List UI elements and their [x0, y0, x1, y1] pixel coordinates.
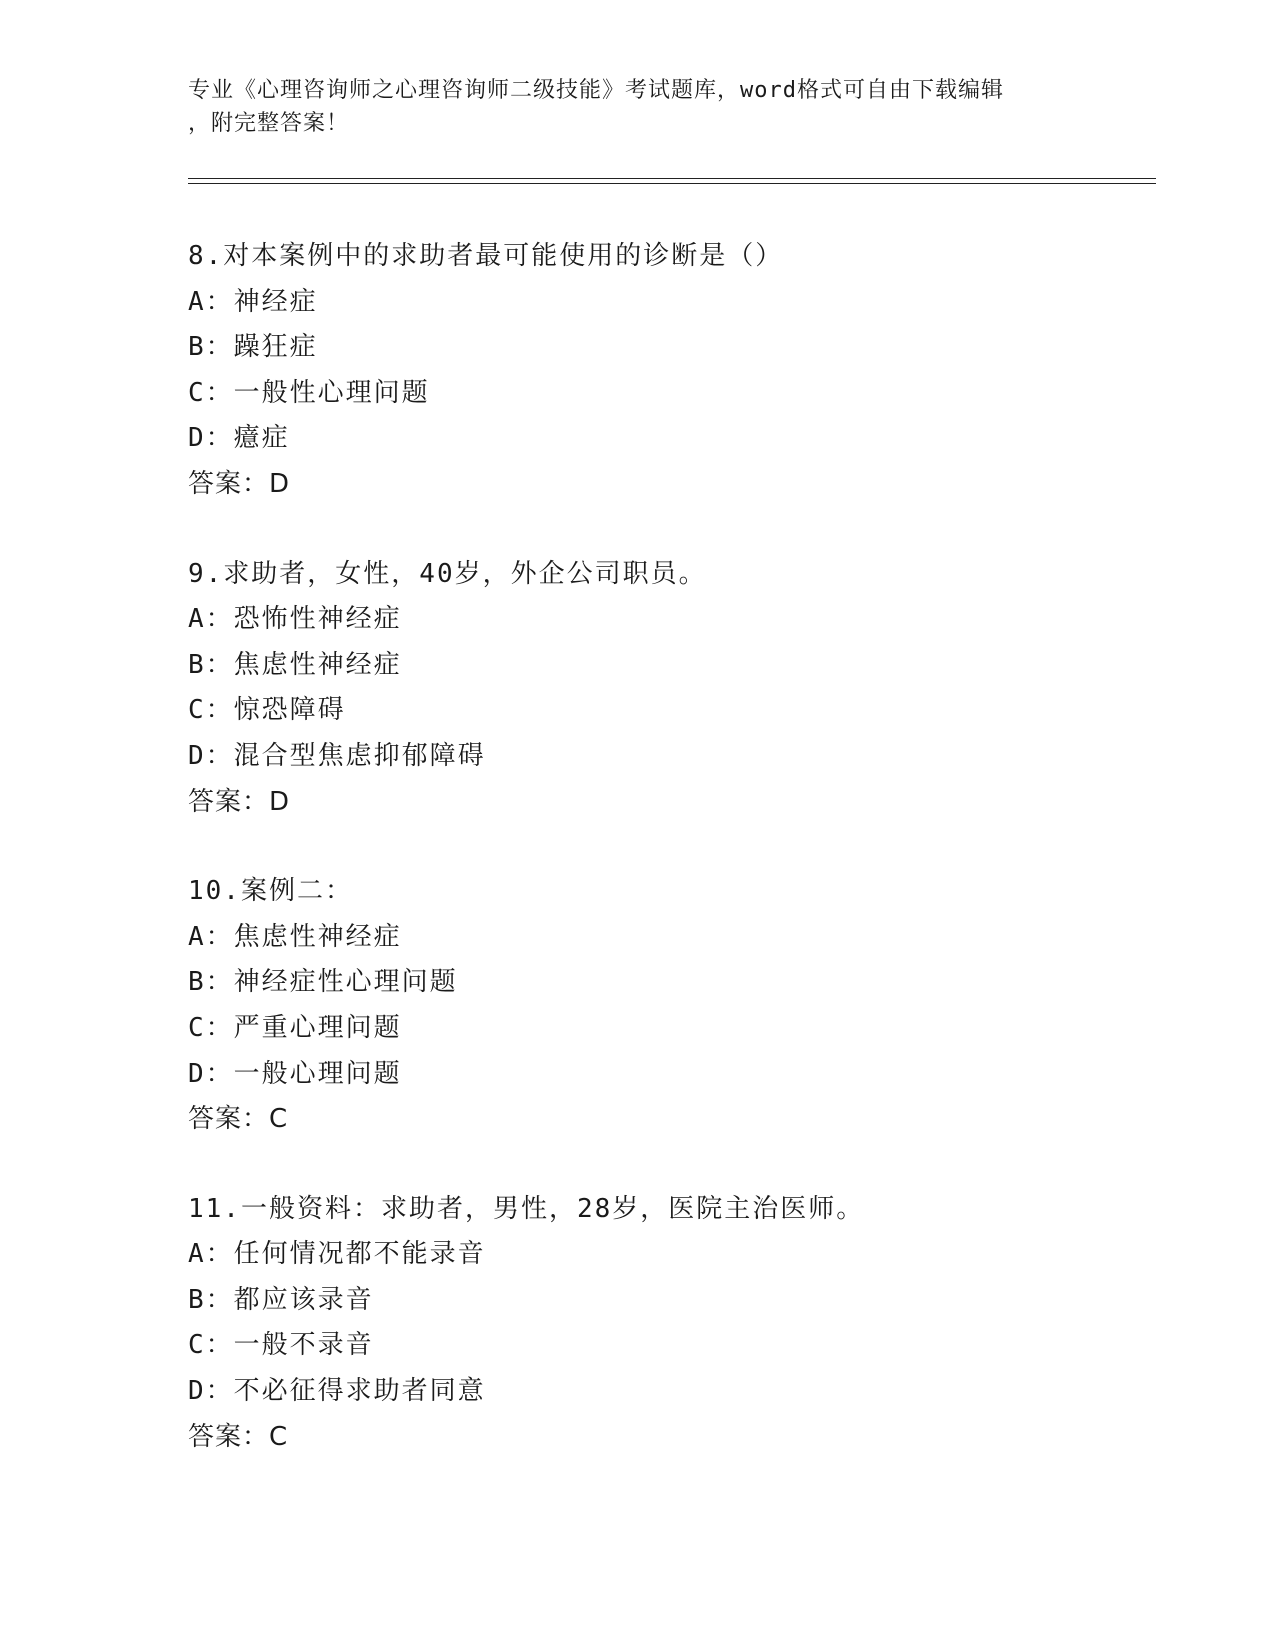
- question-stem: 9.求助者，女性，40岁，外企公司职员。: [188, 558, 707, 589]
- question-stem: 11.一般资料：求助者，男性，28岁，医院主治医师。: [188, 1193, 865, 1224]
- option-d: D：混合型焦虑抑郁障碍: [188, 740, 486, 771]
- option-d: D：一般心理问题: [188, 1058, 402, 1089]
- question-list: [188, 237, 1148, 1507]
- option-b: B：焦虑性神经症: [188, 649, 402, 680]
- question-stem: 8.对本案例中的求助者最可能使用的诊断是（）: [188, 241, 784, 271]
- option-b: B：神经症性心理问题: [188, 967, 458, 998]
- option-a: A：神经症: [188, 286, 318, 317]
- option-a: A：恐怖性神经症: [188, 604, 402, 635]
- header-line-2: ，附完整答案！: [188, 111, 350, 136]
- answer-line: 答案：C: [188, 1104, 289, 1135]
- option-a: A：焦虑性神经症: [188, 921, 402, 952]
- header-divider-bottom: [188, 183, 1156, 184]
- option-c: C：惊恐障碍: [188, 695, 346, 726]
- header-line-1: 专业《心理咨询师之心理咨询师二级技能》考试题库，word格式可自由下载编辑: [188, 78, 1004, 103]
- answer-line: 答案：C: [188, 1421, 289, 1452]
- question-9: [188, 555, 1148, 829]
- option-b: B：都应该录音: [188, 1284, 374, 1315]
- answer-line: 答案：D: [188, 786, 291, 817]
- document-header: [188, 74, 1088, 140]
- question-stem: 10.案例二：: [188, 876, 353, 907]
- option-c: C：一般不录音: [188, 1330, 374, 1361]
- header-divider-top: [188, 178, 1156, 179]
- option-a: A：任何情况都不能录音: [188, 1239, 486, 1270]
- option-d: D：不必征得求助者同意: [188, 1376, 486, 1407]
- question-8: [188, 237, 1148, 511]
- option-c: C：一般性心理问题: [188, 377, 430, 408]
- option-c: C：严重心理问题: [188, 1012, 402, 1043]
- answer-line: 答案：D: [188, 468, 291, 499]
- option-d: D：癔症: [188, 423, 290, 454]
- question-10: [188, 872, 1148, 1146]
- question-11: [188, 1190, 1148, 1464]
- option-b: B：躁狂症: [188, 332, 318, 363]
